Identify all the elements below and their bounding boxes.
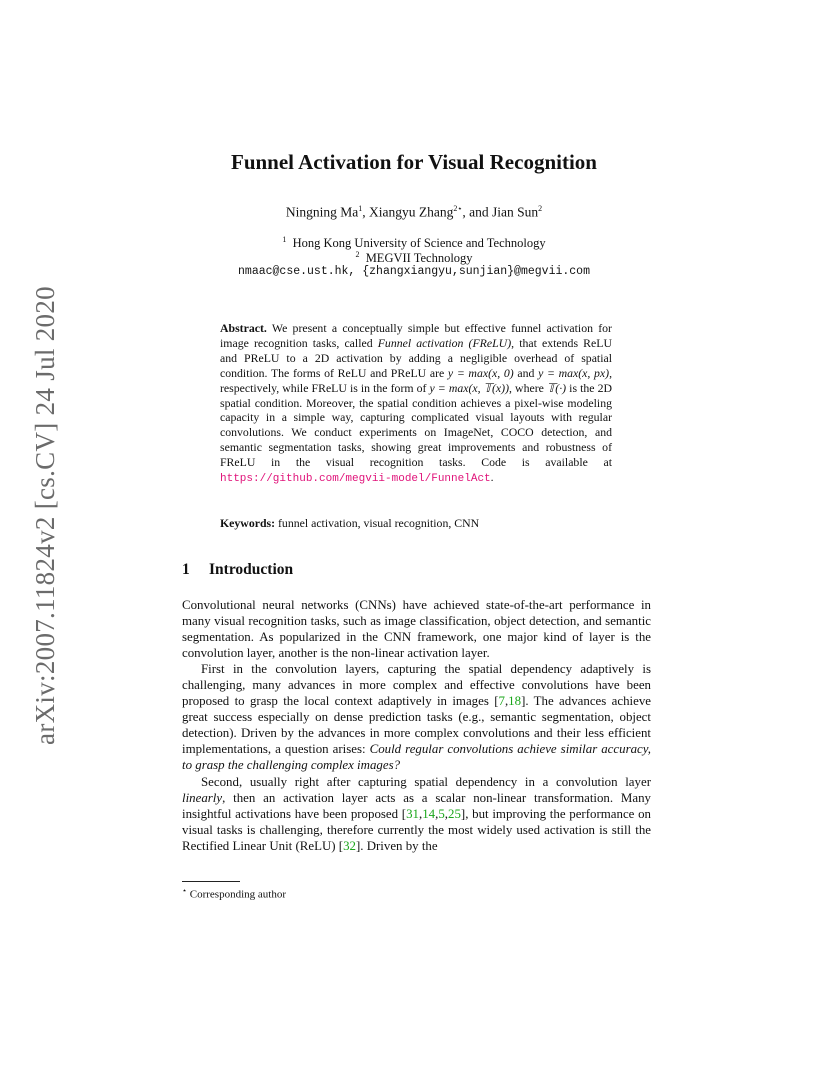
formula-spatial-condition: 𝕋(·) bbox=[546, 380, 567, 395]
affiliation-1-sup: 1 bbox=[282, 235, 287, 244]
section-title: Introduction bbox=[209, 561, 294, 578]
code-link[interactable]: https://github.com/megvii-model/FunnelAct bbox=[220, 473, 491, 486]
paragraph-text: First in the convolution layers, capturing the spatial dependency adaptively is challenging, many advances in more complex and effective convolutions have been proposed to grasp the local context adaptively in images [ bbox=[182, 662, 651, 709]
affiliation-2-sup: 2 bbox=[355, 250, 360, 259]
author-1: Ningning Ma bbox=[285, 204, 359, 220]
abstract-text: We present a conceptually simple but effective funnel activation for image recognition tasks, called bbox=[220, 321, 612, 350]
abstract-text: and bbox=[513, 365, 539, 380]
citation-separator: , bbox=[444, 806, 449, 821]
paragraph-text: Second, usually right after capturing spatial dependency in a convolution layer bbox=[201, 774, 651, 789]
paper-title: Funnel Activation for Visual Recognition bbox=[231, 150, 597, 174]
abstract-text: , that extends ReLU and PReLU to a 2D activation by adding a negligible overhead of spatial condition. The forms of ReLU and PReLU are bbox=[220, 335, 612, 380]
paragraph-text: ]. The advances achieve great success especially on dense prediction tasks (e.g., semantic segmentation, object detection). Driven by the advances in more complex convolutions and their less efficient implementations, a question arises: bbox=[182, 694, 651, 757]
author-3: , and Jian Sun bbox=[462, 204, 539, 220]
abstract-text: . bbox=[490, 470, 494, 485]
footnote-text: Corresponding author bbox=[187, 888, 286, 901]
footnote-mark: ⋆ bbox=[182, 886, 188, 895]
citation-link[interactable]: 14 bbox=[422, 806, 436, 821]
formula-frelu: y = max(x, 𝕋(x)) bbox=[429, 380, 510, 395]
abstract-text: is the 2D spatial condition. Moreover, the spatial condition achieves a pixel-wise modeling capacity in a simple way, capturing complicated visual layouts with regular convolutions. We conduct experiments on ImageNet, COCO detection, and semantic segmentation tasks, showing great improvements and robustness of FReLU in the visual recognition tasks. Code is available at bbox=[220, 380, 612, 470]
paragraph-text: , then an activation layer acts as a scalar non-linear transformation. Many insightful activations have been proposed [ bbox=[182, 790, 651, 821]
citation-separator: , bbox=[418, 806, 423, 821]
body-text bbox=[182, 597, 651, 854]
affiliation-2 bbox=[0, 250, 828, 266]
affiliation-2-text: MEGVII Technology bbox=[365, 251, 473, 266]
citation-link[interactable]: 25 bbox=[448, 806, 461, 821]
citation-link[interactable]: 7 bbox=[498, 694, 505, 709]
formula-relu: y = max(x, 0) bbox=[447, 365, 514, 380]
abstract-label: Abstract. bbox=[220, 321, 267, 335]
citation-link[interactable]: 5 bbox=[438, 806, 445, 821]
keywords-label: Keywords: bbox=[220, 516, 276, 530]
paragraph-emphasis: Could regular convolutions achieve similar accuracy, to grasp the challenging complex images? bbox=[182, 742, 651, 773]
paragraph-text: ], but improving the performance on visual tasks is challenging, therefore currently the most widely used activation is still the Rectified Linear Unit (ReLU) [ bbox=[182, 806, 651, 853]
keywords bbox=[220, 516, 612, 531]
citation-link[interactable]: 32 bbox=[343, 838, 356, 853]
paragraph-3 bbox=[182, 774, 651, 854]
citation-separator: , bbox=[504, 694, 509, 709]
affiliation-1-text: Hong Kong University of Science and Technology bbox=[292, 236, 546, 251]
author-emails: nmaac@cse.ust.hk, {zhangxiangyu,sunjian}@megvii.com bbox=[238, 265, 590, 278]
abstract-emphasis: Funnel activation (FReLU) bbox=[377, 335, 512, 350]
arxiv-identifier bbox=[25, 285, 65, 745]
section-number: 1 bbox=[182, 561, 190, 578]
paragraph-2 bbox=[182, 661, 651, 773]
author-1-sup: 1 bbox=[358, 204, 363, 213]
formula-prelu: y = max(x, px) bbox=[538, 365, 610, 380]
section-heading bbox=[182, 561, 293, 579]
abstract-text: , where bbox=[509, 380, 547, 395]
citation-link[interactable]: 18 bbox=[508, 694, 522, 709]
arxiv-identifier-text: arXiv:2007.11824v2 [cs.CV] 24 Jul 2020 bbox=[29, 285, 60, 745]
paragraph-1: Convolutional neural networks (CNNs) have achieved state-of-the-art performance in many visual recognition tasks, such as image classification, object detection, and semantic segmentation. As popularized in the CNN framework, one major kind of layer is the convolution layer, another is the non-linear activation layer. bbox=[182, 598, 651, 661]
footnote-rule bbox=[182, 881, 240, 882]
footnote bbox=[182, 886, 286, 901]
author-3-sup: 2 bbox=[538, 204, 543, 213]
paragraph-emphasis: linearly bbox=[182, 790, 223, 805]
affiliation-1 bbox=[0, 235, 828, 251]
author-2-sup: 2⋆ bbox=[453, 204, 463, 213]
citation-link[interactable]: 31 bbox=[406, 806, 419, 821]
keywords-text: funnel activation, visual recognition, CNN bbox=[275, 516, 480, 530]
author-2: , Xiangyu Zhang bbox=[362, 204, 454, 220]
abstract-text: , respectively, while FReLU is in the form of bbox=[220, 365, 613, 395]
citation-separator: , bbox=[435, 806, 439, 821]
paragraph-text: ]. Driven by the bbox=[355, 838, 438, 853]
author-list bbox=[0, 204, 828, 221]
abstract bbox=[220, 321, 612, 487]
